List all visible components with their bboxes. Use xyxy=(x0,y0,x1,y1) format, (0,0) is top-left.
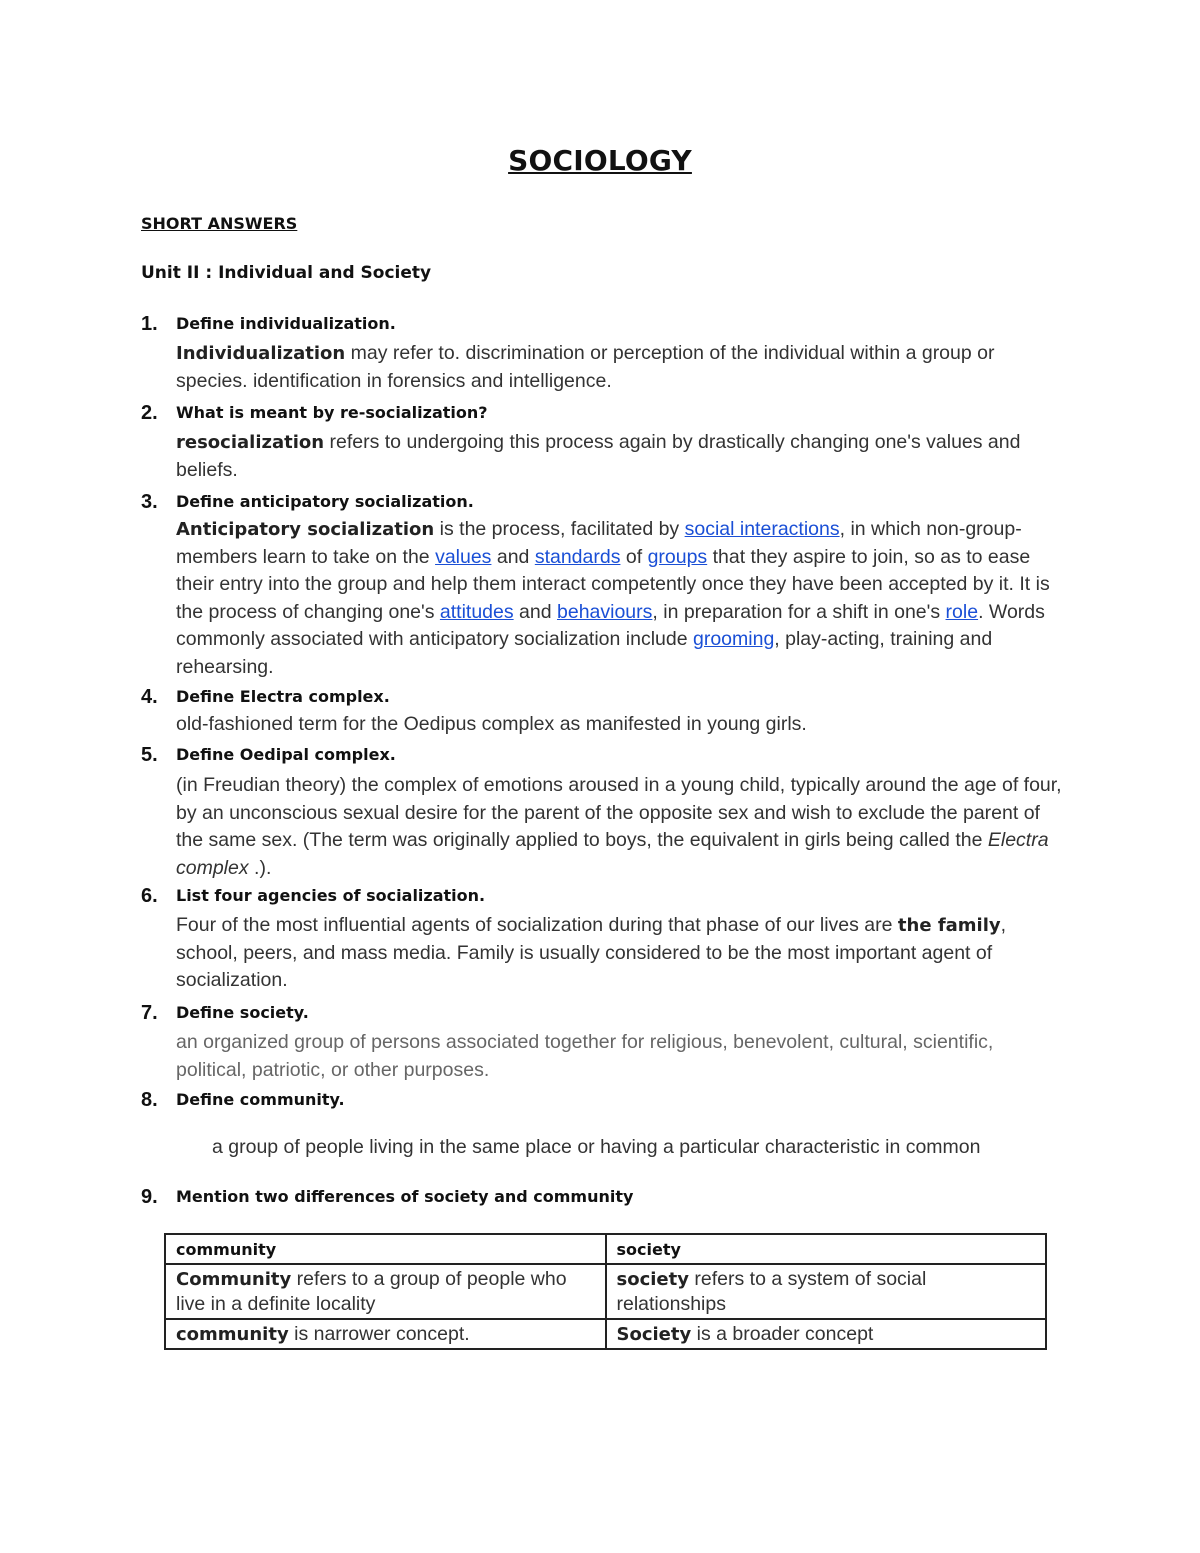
link-social-interactions[interactable]: social interactions xyxy=(684,518,840,540)
cell-text: is narrower concept. xyxy=(288,1323,470,1345)
answer-6 xyxy=(176,912,1066,995)
answer-text: is the process, facilitated by xyxy=(434,518,685,540)
answer-text: , in which non-group-members learn to take on the xyxy=(176,518,1022,568)
question-text: List four agencies of socialization. xyxy=(176,886,486,905)
question-number: 2. xyxy=(141,402,158,424)
cell-term: Society xyxy=(616,1324,692,1345)
question-text: Mention two differences of society and community xyxy=(176,1187,634,1206)
answer-2 xyxy=(176,429,1066,484)
question-number: 4. xyxy=(141,686,158,708)
answer-text: of xyxy=(620,545,648,568)
cell-term: community xyxy=(176,1324,289,1345)
answer-text: a group of people living in the same place or having a particular characteristic in common xyxy=(212,1136,981,1158)
question-text: Define individualization. xyxy=(176,314,396,333)
table-row xyxy=(165,1234,1046,1264)
answer-7 xyxy=(176,1029,1066,1084)
link-grooming[interactable]: grooming xyxy=(693,628,775,650)
question-number: 7. xyxy=(141,1002,158,1024)
table-cell xyxy=(606,1319,1047,1349)
table-row xyxy=(165,1264,1046,1319)
answer-3 xyxy=(176,516,1066,681)
question-number: 5. xyxy=(141,744,158,766)
answer-text: (in Freudian theory) the complex of emotions aroused in a young child, typically around the age of four, by an unconscious sexual desire for the parent of the opposite sex and wish to exclude the parent of the same sex. (The term was originally applied to boys, the equivalent in girls being called the xyxy=(176,774,1062,851)
answer-1 xyxy=(176,340,1066,395)
question-text: Define society. xyxy=(176,1003,309,1022)
table-cell xyxy=(606,1264,1047,1319)
table-cell xyxy=(165,1264,606,1319)
table-header-community: community xyxy=(165,1234,606,1264)
cell-text: refers to a system of social relationships xyxy=(616,1268,927,1315)
question-text: Define Oedipal complex. xyxy=(176,745,396,764)
answer-text: refers to undergoing this process again by drastically changing one's values and beliefs. xyxy=(176,431,1021,481)
question-text: Define anticipatory socialization. xyxy=(176,492,474,511)
question-text: Define Electra complex. xyxy=(176,687,390,706)
section-heading: SHORT ANSWERS xyxy=(141,214,298,233)
answer-5 xyxy=(176,772,1066,882)
question-number: 6. xyxy=(141,885,158,907)
answer-text: may refer to. discrimination or perception of the individual within a group or species. identification in forensics and intelligence. xyxy=(176,342,995,392)
answer-text: , school, peers, and mass media. Family is usually considered to be the most important agent of socialization. xyxy=(176,914,1007,991)
cell-term: society xyxy=(616,1269,689,1290)
link-attitudes[interactable]: attitudes xyxy=(439,600,514,623)
answer-text: Four of the most influential agents of socialization during that phase of our lives are xyxy=(176,914,898,936)
link-behaviours[interactable]: behaviours xyxy=(557,600,653,623)
question-number: 1. xyxy=(141,313,158,335)
table-header-society: society xyxy=(606,1234,1047,1264)
link-groups[interactable]: groups xyxy=(647,545,708,568)
answer-text: .). xyxy=(248,856,272,879)
document-title: SOCIOLOGY xyxy=(508,144,692,177)
link-role[interactable]: role xyxy=(945,600,979,623)
question-number: 3. xyxy=(141,491,158,513)
answer-text: . Words commonly associated with anticipatory socialization include xyxy=(176,600,1045,650)
answer-text: an organized group of persons associated together for religious, benevolent, cultural, scientific, political, patriotic, or other purposes. xyxy=(176,1031,994,1081)
cell-text: refers to a group of people who live in a definite locality xyxy=(176,1268,567,1315)
question-number: 8. xyxy=(141,1089,158,1111)
unit-heading: Unit II : Individual and Society xyxy=(141,263,432,283)
table-cell xyxy=(165,1319,606,1349)
answer-italic: Electra complex xyxy=(176,829,1049,879)
answer-term: Individualization xyxy=(176,343,346,364)
answer-text: , in preparation for a shift in one's xyxy=(652,600,946,623)
answer-4 xyxy=(176,711,1066,739)
answer-term: resocialization xyxy=(176,432,325,453)
answer-text: , play-acting, training and rehearsing. xyxy=(176,628,993,678)
question-text: Define community. xyxy=(176,1090,345,1109)
link-standards[interactable]: standards xyxy=(534,545,621,568)
cell-text: is a broader concept xyxy=(691,1323,874,1345)
answer-text: that they aspire to join, so as to ease their entry into the group and help them interact competently once they have been accepted by it. It is the process of changing one's xyxy=(176,545,1050,623)
answer-8 xyxy=(212,1134,1082,1162)
answer-text: old-fashioned term for the Oedipus complex as manifested in young girls. xyxy=(176,713,807,735)
comparison-table xyxy=(164,1233,1047,1350)
answer-text: and xyxy=(513,600,557,623)
question-number: 9. xyxy=(141,1186,158,1208)
question-text: What is meant by re-socialization? xyxy=(176,403,488,422)
link-values[interactable]: values xyxy=(435,545,492,568)
cell-term: Community xyxy=(176,1269,292,1290)
answer-text: and xyxy=(491,545,535,568)
table-row xyxy=(165,1319,1046,1349)
answer-term: Anticipatory socialization xyxy=(176,519,435,540)
answer-term: the family xyxy=(897,915,1001,936)
